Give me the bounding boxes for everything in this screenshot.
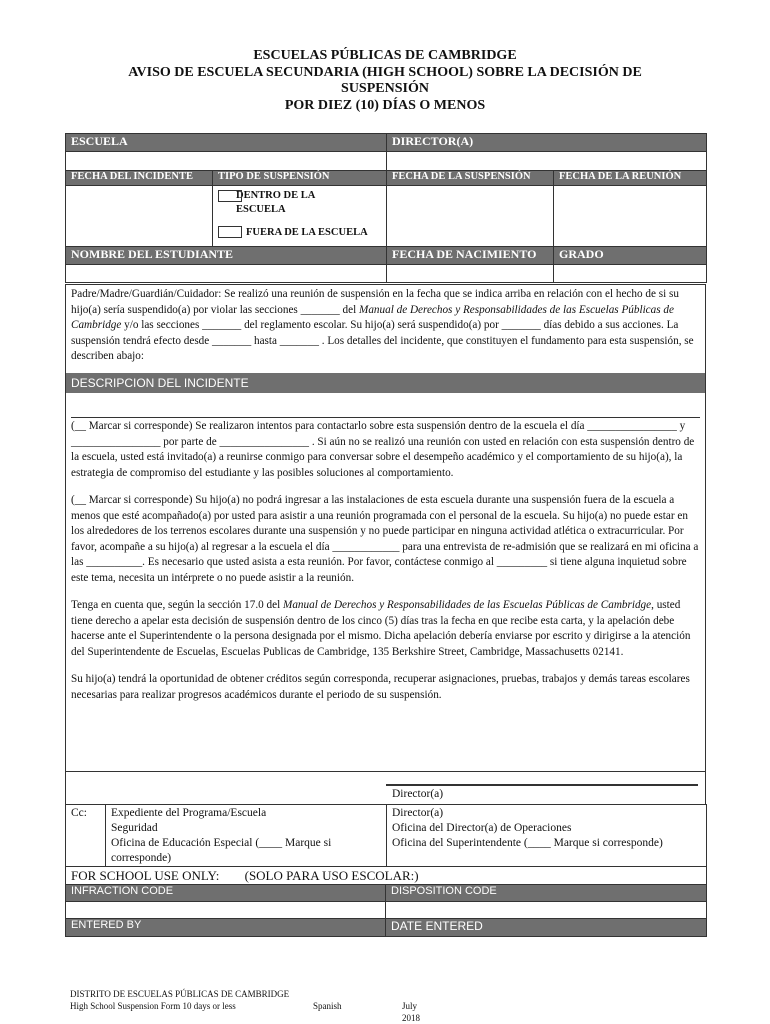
title-line-2: AVISO DE ESCUELA SECUNDARIA (HIGH SCHOOL) SOBRE LA DECISIÓN DE [128,64,642,80]
student-name-field[interactable] [66,265,387,283]
footer-date: July 2018 [402,1001,420,1023]
grade-field[interactable] [554,265,707,283]
birth-date-field[interactable] [387,265,554,283]
cc-recipient: Seguridad [111,822,158,834]
letter-body [65,284,706,772]
disposition-code-label: DISPOSITION CODE [386,885,707,902]
page-footer [70,988,420,1023]
incident-date-label: FECHA DEL INCIDENTE [66,171,213,186]
suspension-type-label: TIPO DE SUSPENSIÓN [213,171,387,186]
suspension-date-label: FECHA DE LA SUSPENSIÓN [387,171,554,186]
student-name-label: NOMBRE DEL ESTUDIANTE [66,247,387,265]
grade-label: GRADO [554,247,707,265]
incident-date-field[interactable] [66,186,213,247]
signature-row [65,770,706,805]
meeting-date-label: FECHA DE LA REUNIÓN [554,171,707,186]
in-school-label: DENTRO DE LA ESCUELA [236,190,315,215]
title-line-4: POR DIEZ (10) DÍAS O MENOS [284,97,486,113]
disposition-code-field[interactable] [386,902,707,919]
cc-recipient: Oficina del Director(a) de Operaciones [392,822,572,834]
title-line-3: SUSPENSIÓN [341,81,429,96]
director-field[interactable] [387,152,707,171]
cc-table [65,804,707,867]
entered-by-label: ENTERED BY [66,919,386,937]
credit-paragraph: Su hijo(a) tendrá la oportunidad de obtener créditos según corresponda, recuperar asignaciones, pruebas, trabajos y demás tareas escolares necesarias para realizar progresos académicos durante el periodo de su suspensión. [71,673,690,701]
date-entered-label: DATE ENTERED [386,919,707,937]
footer-form-name: High School Suspension Form 10 days or less [70,1001,236,1011]
appeal-paragraph: Tenga en cuenta que, según la sección 17.0 del Manual de Derechos y Responsabilidades de las Escuelas Públicas de Cambridge, usted tiene derecho a apelar esta decisión de suspensión dentro de los cinco (5) días tras la fecha en que recibe esta carta, y la apelación debe hacerse ante el Superintendente o la persona designada por el mismo. Dicha apelación debería enviarse por escrito y dirigirse a la atención del Superintendente de Escuelas, Escuelas Publicas de Cambridge, 135 Berkshire Street, Cambridge, Massachusetts 02141. [71,599,691,658]
out-school-checkbox[interactable] [218,226,242,238]
infraction-code-label: INFRACTION CODE [66,885,386,902]
cc-left-list [106,805,387,867]
title-line-1: ESCUELAS PÚBLICAS DE CAMBRIDGE [253,48,517,63]
school-field[interactable] [66,152,387,171]
school-use-heading [66,867,707,885]
header-form-table [65,133,707,283]
incident-description-header: DESCRIPCION DEL INCIDENTE [66,373,705,393]
footer-district: DISTRITO DE ESCUELAS PÚBLICAS DE CAMBRIDGE [70,989,290,999]
footer-language: Spanish [313,1001,342,1011]
in-school-checkbox[interactable] [218,190,242,202]
intro-paragraph: Padre/Madre/Guardián/Cuidador: Se realizó una reunión de suspensión en la fecha que se indica arriba en relación con el hecho de si su hijo(a) sería suspendido(a) por violar las secciones _______ del Manual de Derechos y Responsabilidades de las Escuelas Públicas de Cambridge y/o las secciones _______ del reglamento escolar. Su hijo(a) será suspendido(a) por _______ días debido a sus acciones. La suspensión tendrá efecto desde _______ hasta _______ . Los detalles del incidente, que constituyen el fundamento para esta suspensión, se describen abajo: [71,288,694,362]
signature-label: Director(a) [392,788,444,800]
infraction-code-field[interactable] [66,902,386,919]
school-use-table [65,866,707,937]
birth-date-label: FECHA DE NACIMIENTO [387,247,554,265]
school-use-label-en: FOR SCHOOL USE ONLY: [71,868,220,883]
document-title [0,48,770,114]
meeting-date-field[interactable] [554,186,707,247]
suspension-date-field[interactable] [387,186,554,247]
cc-recipient: Expediente del Programa/Escuela [111,807,267,819]
cc-recipient: Oficina de Educación Especial (____ Marque si corresponde) [111,837,332,864]
out-school-label: FUERA DE LA ESCUELA [246,227,368,238]
cc-recipient: Oficina del Superintendente (____ Marque si corresponde) [392,837,663,849]
cc-recipient: Director(a) [392,807,444,819]
school-use-label-es: (SOLO PARA USO ESCOLAR:) [244,868,419,883]
cc-label: Cc: [66,805,106,867]
cc-right-list [387,805,707,867]
signature-line[interactable] [386,784,698,786]
suspension-type-options [213,186,387,247]
director-label: DIRECTOR(A) [387,134,707,152]
school-label: ESCUELA [66,134,387,152]
readmission-paragraph: (__ Marcar si corresponde) Su hijo(a) no podrá ingresar a las instalaciones de esta escuela durante una suspensión fuera de la escuela a menos que esté acompañado(a) por usted para asistir a una reunión programada con el personal de la escuela. Su hijo(a) no puede estar en los alrededores de los terrenos escolares durante una suspensión y no puede participar en ninguna actividad atlética o extracurricular. Por favor, acompañe a su hijo(a) al regresar a la escuela el día ____________ para una entrevista de re-admisión que se realizará en mi oficina a las __________. Es necesario que usted asista a esta reunión. Por favor, contáctese conmigo al _________ si tiene alguna inquietud sobre este tema, necesita un intérprete o no puede asistir a la reunión. [71,494,699,584]
contact-attempt-paragraph: (__ Marcar si corresponde) Se realizaron intentos para contactarlo sobre esta suspensión dentro de la escuela el día ________________ y ________________ por parte de ________________ . Si aún no se realizó una reunión con usted en relación con esta suspensión dentro de la escuela, usted está invitado(a) a reunirse conmigo para conversar sobre el desempeño académico y el comportamiento de su hijo(a), la estrategia de compromiso del estudiante y las posibles soluciones al comportamiento. [71,420,695,479]
